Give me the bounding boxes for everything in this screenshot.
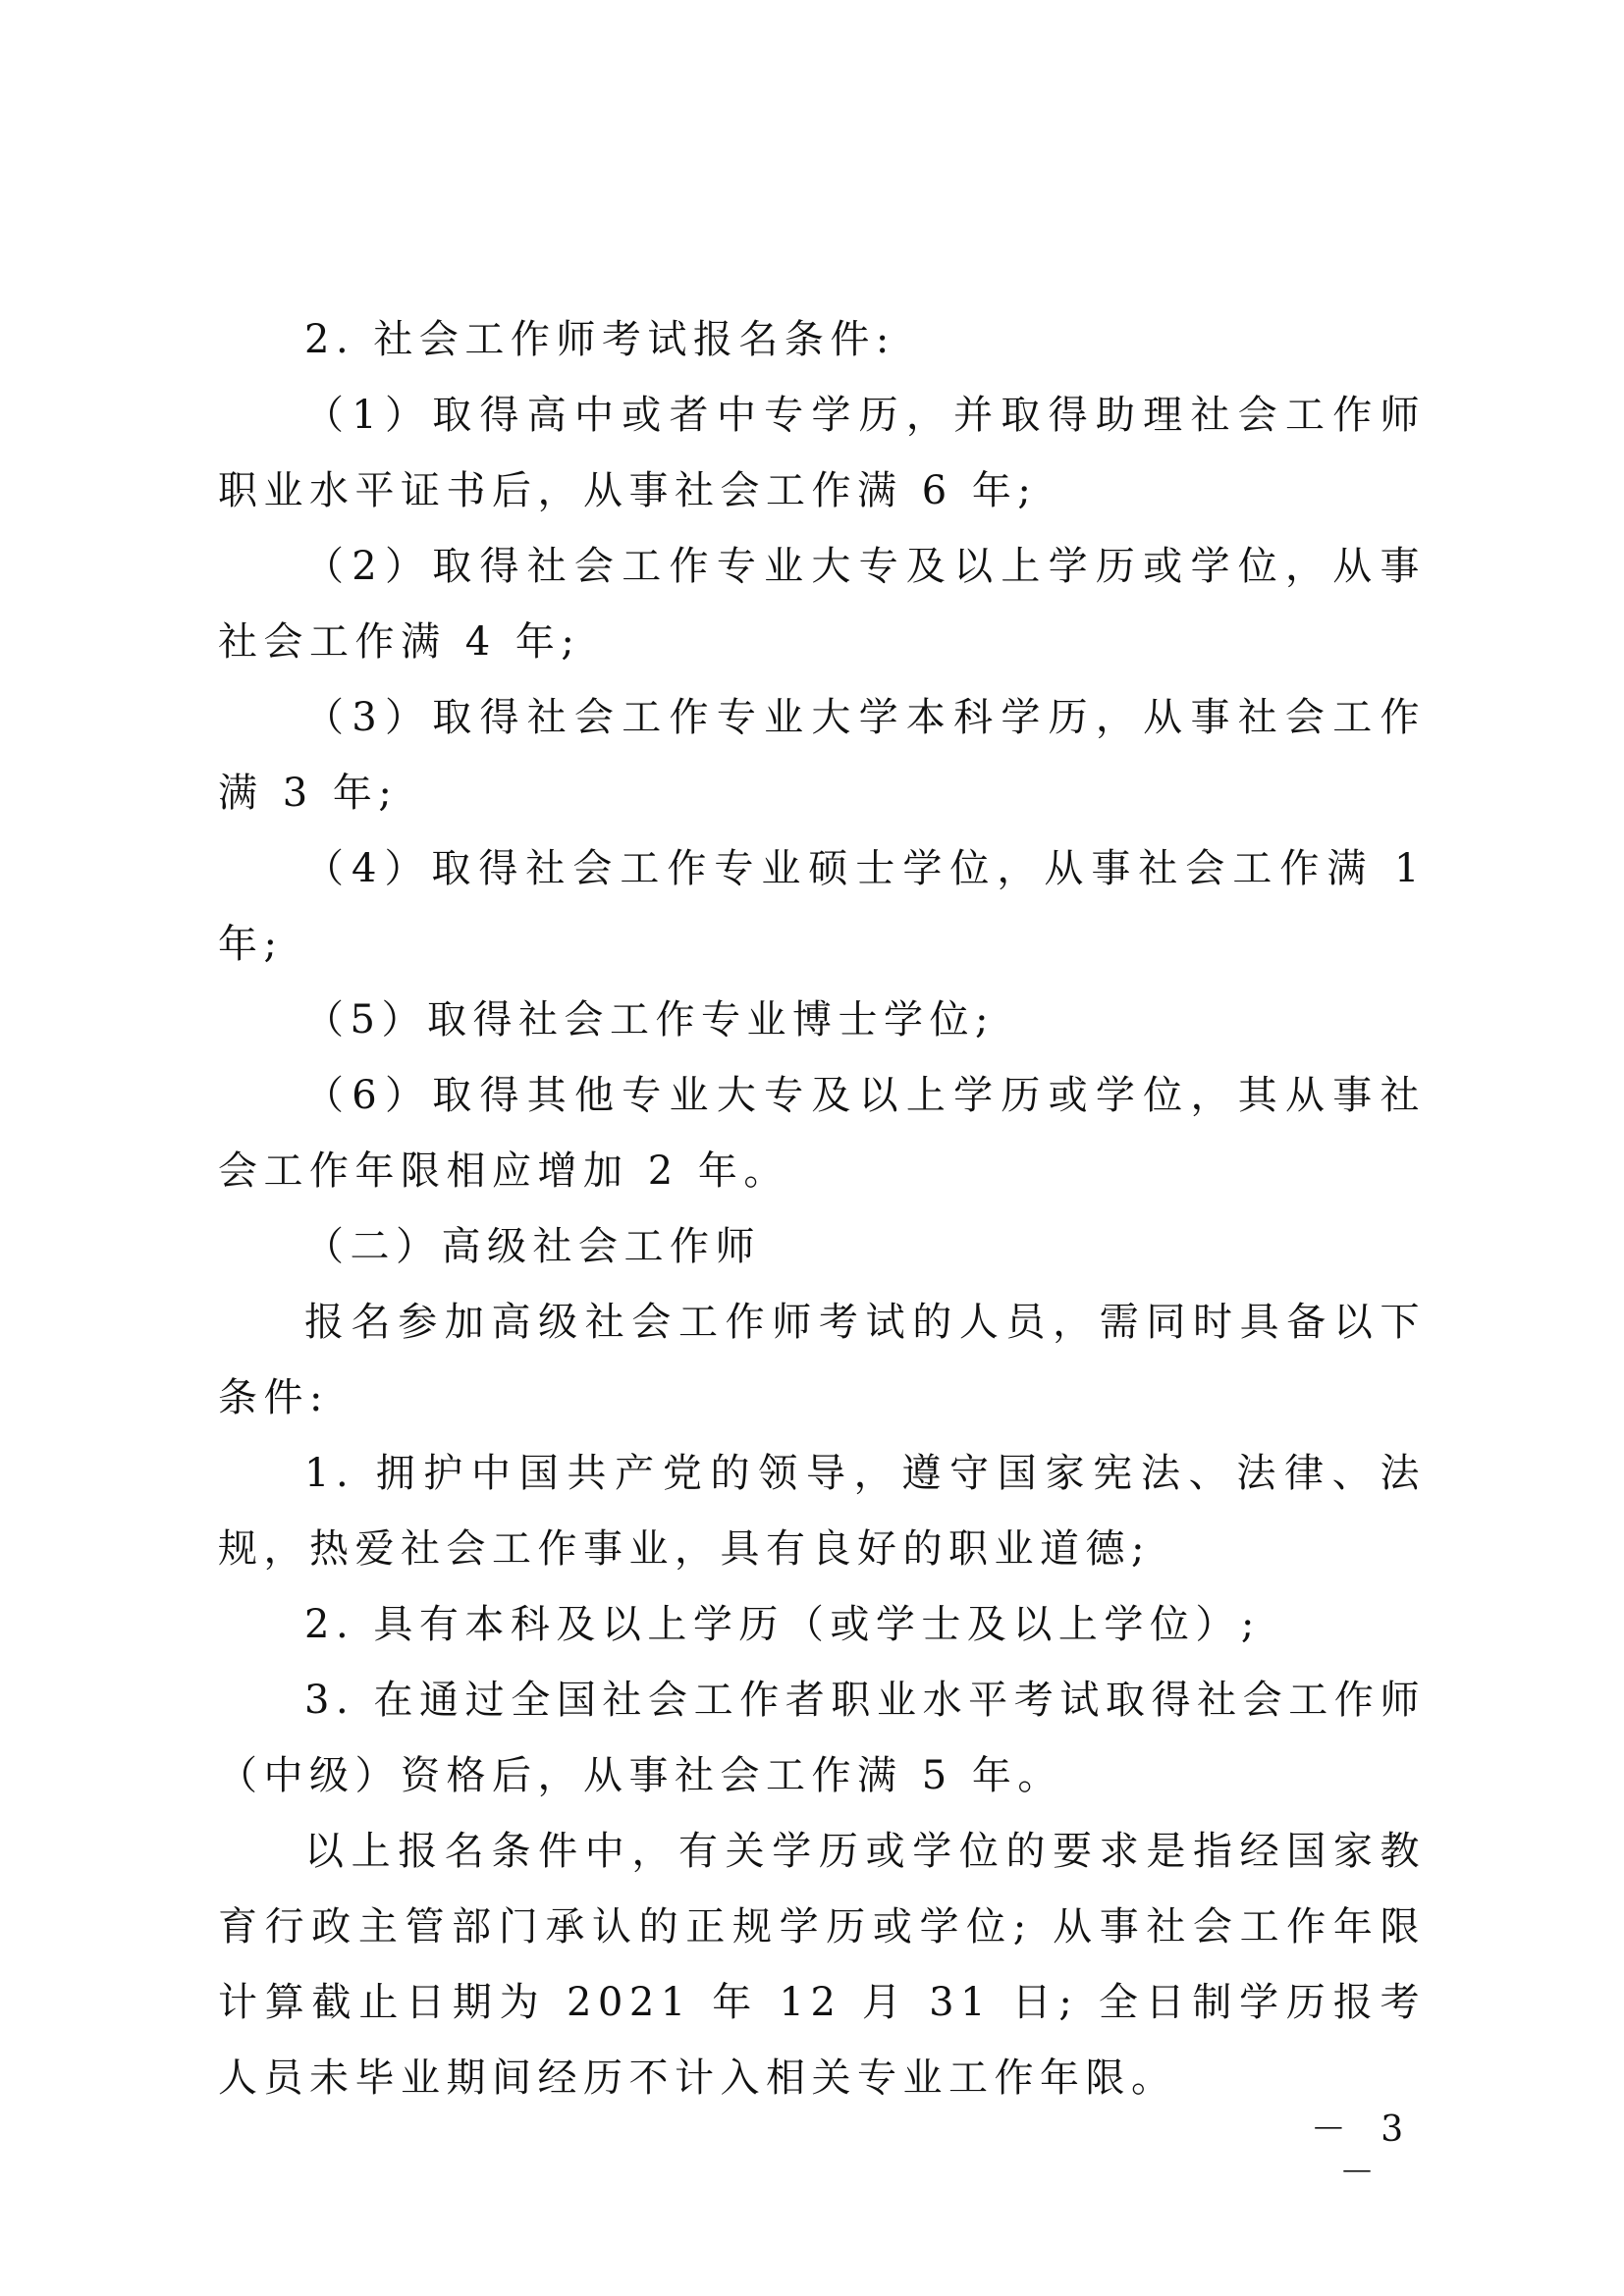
paragraph-social-worker-conditions-heading: 2. 社会工作师考试报名条件:	[304, 317, 895, 362]
paragraph-senior-condition-2: 2. 具有本科及以上学历（或学士及以上学位）;	[304, 1602, 1261, 1647]
paragraph-condition-3: （3）取得社会工作专业大学本科学历，从事社会工作满 3 年;	[218, 695, 1426, 816]
paragraph-condition-2: （2）取得社会工作专业大专及以上学历或学位，从事社会工作满 4 年;	[218, 544, 1426, 665]
paragraph-condition-6: （6）取得其他专业大专及以上学历或学位，其从事社会工作年限相应增加 2 年。	[218, 1073, 1426, 1194]
paragraph-condition-4: （4）取得社会工作专业硕士学位，从事社会工作满 1 年;	[218, 846, 1445, 967]
page-number: － 3 －	[1310, 2109, 1416, 2193]
paragraph-senior-requirements-intro: 报名参加高级社会工作师考试的人员，需同时具备以下条件:	[218, 1300, 1426, 1420]
section-heading-senior-social-worker: （二）高级社会工作师	[304, 1224, 761, 1269]
paragraph-condition-1: （1）取得高中或者中专学历，并取得助理社会工作师职业水平证书后，从事社会工作满 6 年;	[218, 393, 1426, 513]
paragraph-senior-condition-1: 1. 拥护中国共产党的领导，遵守国家宪法、法律、法规，热爱社会工作事业，具有良好的职业道德;	[218, 1451, 1426, 1572]
paragraph-condition-5: （5）取得社会工作专业博士学位;	[304, 997, 995, 1042]
paragraph-notes: 以上报名条件中，有关学历或学位的要求是指经国家教育行政主管部门承认的正规学历或学位; 从事社会工作年限计算截止日期为 2021 年 12 月 31 日; 全日制学历报考人员未毕业期间经历不计入相关专业工作年限。	[218, 1829, 1426, 2101]
paragraph-senior-condition-3: 3. 在通过全国社会工作者职业水平考试取得社会工作师（中级）资格后，从事社会工作满 5 年。	[218, 1678, 1426, 1798]
document-body	[218, 302, 1445, 2116]
